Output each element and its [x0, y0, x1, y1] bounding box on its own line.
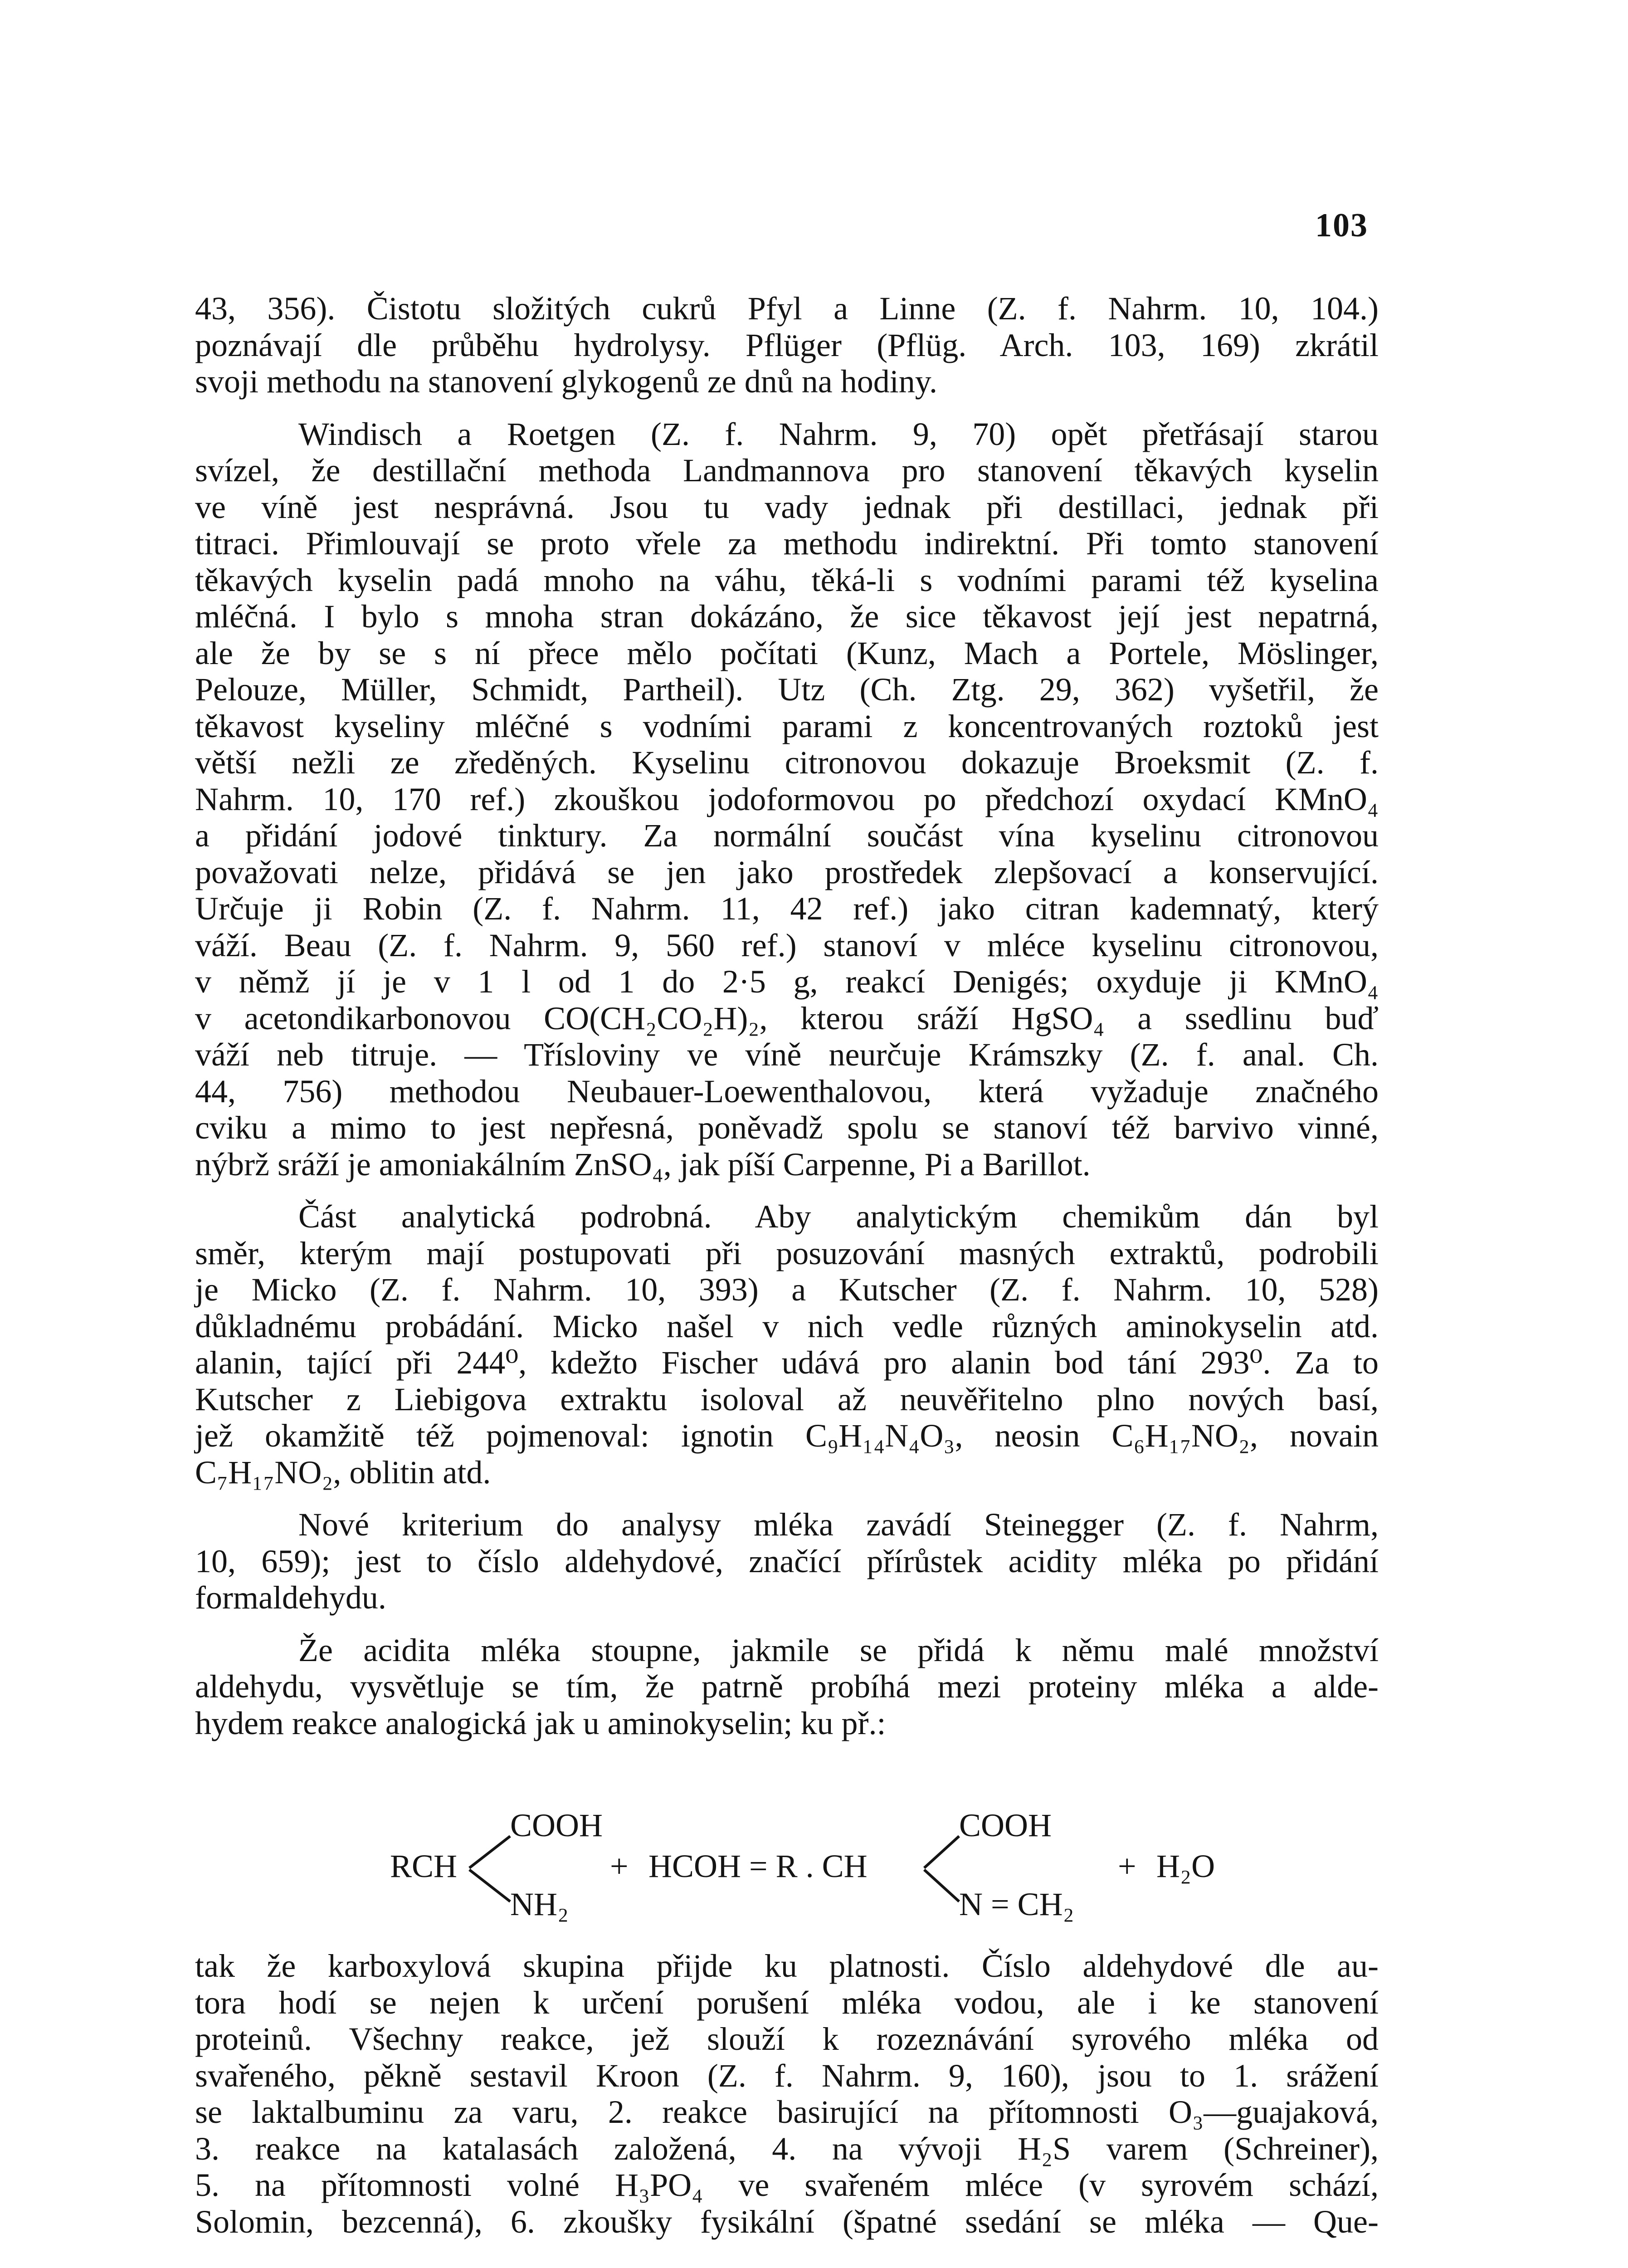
- paragraph-5: [195, 1632, 1379, 1742]
- plus-sign: +: [1118, 1848, 1136, 1884]
- text-line: 3. reakce na katalasách založená, 4. na vývoji H₂S varem (Schreiner),: [195, 2130, 1379, 2167]
- text-line: důkladnému probádání. Micko našel v nich vedle různých aminokyselin atd.: [195, 1308, 1379, 1344]
- bond-line: [924, 1870, 959, 1901]
- text-line: směr, kterým mají postupovati při posuzování masných extraktů, podrobili: [195, 1235, 1379, 1271]
- text-line: cviku a mimo to jest nepřesná, poněvadž spolu se stanoví též barvivo vinné,: [195, 1110, 1379, 1146]
- text-line: hydem reakce analogická jak u aminokyselin; ku př.:: [195, 1705, 886, 1741]
- plus-sign: +: [610, 1848, 629, 1884]
- text-line: tak že karboxylová skupina přijde ku platnosti. Číslo aldehydové dle au-: [195, 1948, 1379, 1984]
- reactant-bottom: NH₂: [510, 1886, 569, 1922]
- paragraph-4: [195, 1506, 1379, 1616]
- text-line: Nahrm. 10, 170 ref.) zkouškou jodoformovou po předchozí oxydací KMnO₄: [195, 781, 1379, 817]
- paragraph-6: [195, 1948, 1379, 2240]
- text-line: Windisch a Roetgen (Z. f. Nahrm. 9, 70) opět přetřásají starou: [298, 415, 1379, 452]
- text-line: Určuje ji Robin (Z. f. Nahrm. 11, 42 ref.) jako citran kademnatý, který: [195, 890, 1379, 927]
- text-line: formaldehydu.: [195, 1579, 386, 1616]
- text-line: považovati nelze, přidává se jen jako prostředek zlepšovací a konservující.: [195, 854, 1379, 890]
- text-line: C₇H₁₇NO₂, oblitin atd.: [195, 1454, 491, 1491]
- text-line: proteinů. Všechny reakce, jež slouží k rozeznávání syrového mléka od: [195, 2021, 1379, 2057]
- text-line: mléčná. I bylo s mnoha stran dokázáno, že sice těkavost její jest nepatrná,: [195, 598, 1379, 635]
- text-line: titraci. Přimlouvají se proto vřele za methodu indirektní. Při tomto stanovení: [195, 525, 1379, 562]
- reactant-top: COOH: [510, 1807, 603, 1843]
- text-line: 10, 659); jest to číslo aldehydové, značící přírůstek acidity mléka po přidání: [195, 1543, 1379, 1579]
- text-line: Solomin, bezcenná), 6. zkoušky fysikální (špatné ssedání se mléka — Que-: [195, 2203, 1379, 2240]
- bond-line: [924, 1836, 959, 1868]
- text-line: nýbrž sráží je amoniakálním ZnSO₄, jak píší Carpenne, Pi a Barillot.: [195, 1146, 1091, 1183]
- bond-line: [469, 1870, 510, 1901]
- text-line: těkavost kyseliny mléčné s vodními parami z koncentrovaných roztoků jest: [195, 708, 1379, 744]
- text-line: Nové kriterium do analysy mléka zavádí Steinegger (Z. f. Nahrm,: [298, 1506, 1379, 1543]
- bond-line: [469, 1836, 510, 1868]
- reactant-group: RCH: [390, 1848, 458, 1884]
- water-formula: H₂O: [1156, 1848, 1215, 1884]
- text-line: aldehydu, vysvětluje se tím, že patrně probíhá mezi proteiny mléka a alde-: [195, 1668, 1379, 1705]
- body-text: [195, 290, 1379, 2256]
- text-line: je Micko (Z. f. Nahrm. 10, 393) a Kutscher (Z. f. Nahrm. 10, 528): [195, 1271, 1379, 1308]
- text-line: alanin, tající při 244⁰, kdežto Fischer udává pro alanin bod tání 293⁰. Za to: [195, 1344, 1379, 1381]
- text-line: ve víně jest nesprávná. Jsou tu vady jednak při destillaci, jednak při: [195, 489, 1379, 525]
- text-line: Pelouze, Müller, Schmidt, Partheil). Utz (Ch. Ztg. 29, 362) vyšetřil, že: [195, 671, 1379, 708]
- paragraph-1: [195, 290, 1379, 400]
- text-line: Část analytická podrobná. Aby analytickým chemikům dán byl: [298, 1198, 1379, 1235]
- product-top: COOH: [959, 1807, 1052, 1843]
- chemical-equation: [390, 1796, 1252, 1946]
- page-number: 103: [1315, 207, 1368, 244]
- text-line: svoji methodu na stanovení glykogenů ze dnů na hodiny.: [195, 363, 938, 400]
- text-line: se laktalbuminu za varu, 2. reakce basirující na přítomnosti O₃—guajaková,: [195, 2094, 1379, 2130]
- text-line: váží neb titruje. — Třísloviny ve víně neurčuje Krámszky (Z. f. anal. Ch.: [195, 1036, 1379, 1073]
- text-line: tora hodí se nejen k určení porušení mléka vodou, ale i ke stanovení: [195, 1984, 1379, 2021]
- text-line: v němž jí je v 1 l od 1 do 2·5 g, reakcí Denigés; oxyduje ji KMnO₄: [195, 963, 1379, 1000]
- text-line: váží. Beau (Z. f. Nahrm. 9, 560 ref.) stanoví v mléce kyselinu citronovou,: [195, 927, 1379, 963]
- reagent-expression: HCOH = R . CH: [648, 1848, 868, 1884]
- text-line: jež okamžitě též pojmenoval: ignotin C₉H₁₄N₄O₃, neosin C₆H₁₇NO₂, novain: [195, 1418, 1379, 1454]
- text-line: 5. na přítomnosti volné H₃PO₄ ve svařeném mléce (v syrovém schází,: [195, 2167, 1379, 2203]
- text-line: 43, 356). Čistotu složitých cukrů Pfyl a Linne (Z. f. Nahrm. 10, 104.): [195, 290, 1379, 327]
- equation-figure: [390, 1796, 1252, 1946]
- text-line: 44, 756) methodou Neubauer-Loewenthalovou, která vyžaduje značného: [195, 1073, 1379, 1110]
- text-line: svařeného, pěkně sestavil Kroon (Z. f. Nahrm. 9, 160), jsou to 1. srážení: [195, 2057, 1379, 2094]
- text-line: větší nežli ze zředěných. Kyselinu citronovou dokazuje Broeksmit (Z. f.: [195, 744, 1379, 781]
- text-line: ale že by se s ní přece mělo počítati (Kunz, Mach a Portele, Möslinger,: [195, 635, 1379, 671]
- text-line: těkavých kyselin padá mnoho na váhu, těká-li s vodními parami též kyselina: [195, 562, 1379, 598]
- text-line: v acetondikarbonovou CO(CH₂CO₂H)₂, kterou sráží HgSO₄ a ssedlinu buď: [195, 1000, 1379, 1036]
- product-bottom: N = CH₂: [959, 1886, 1074, 1922]
- text-line: a přidání jodové tinktury. Za normální součást vína kyselinu citronovou: [195, 817, 1379, 854]
- paragraph-3: [195, 1198, 1379, 1491]
- text-line: poznávají dle průběhu hydrolysy. Pflüger (Pflüg. Arch. 103, 169) zkrátil: [195, 327, 1379, 363]
- text-line: Kutscher z Liebigova extraktu isoloval až neuvěřitelno plno nových basí,: [195, 1381, 1379, 1418]
- text-line: Že acidita mléka stoupne, jakmile se přidá k němu malé množství: [298, 1632, 1379, 1668]
- text-line: svízel, že destillační methoda Landmannova pro stanovení těkavých kyselin: [195, 452, 1379, 489]
- paragraph-2: [195, 416, 1379, 1183]
